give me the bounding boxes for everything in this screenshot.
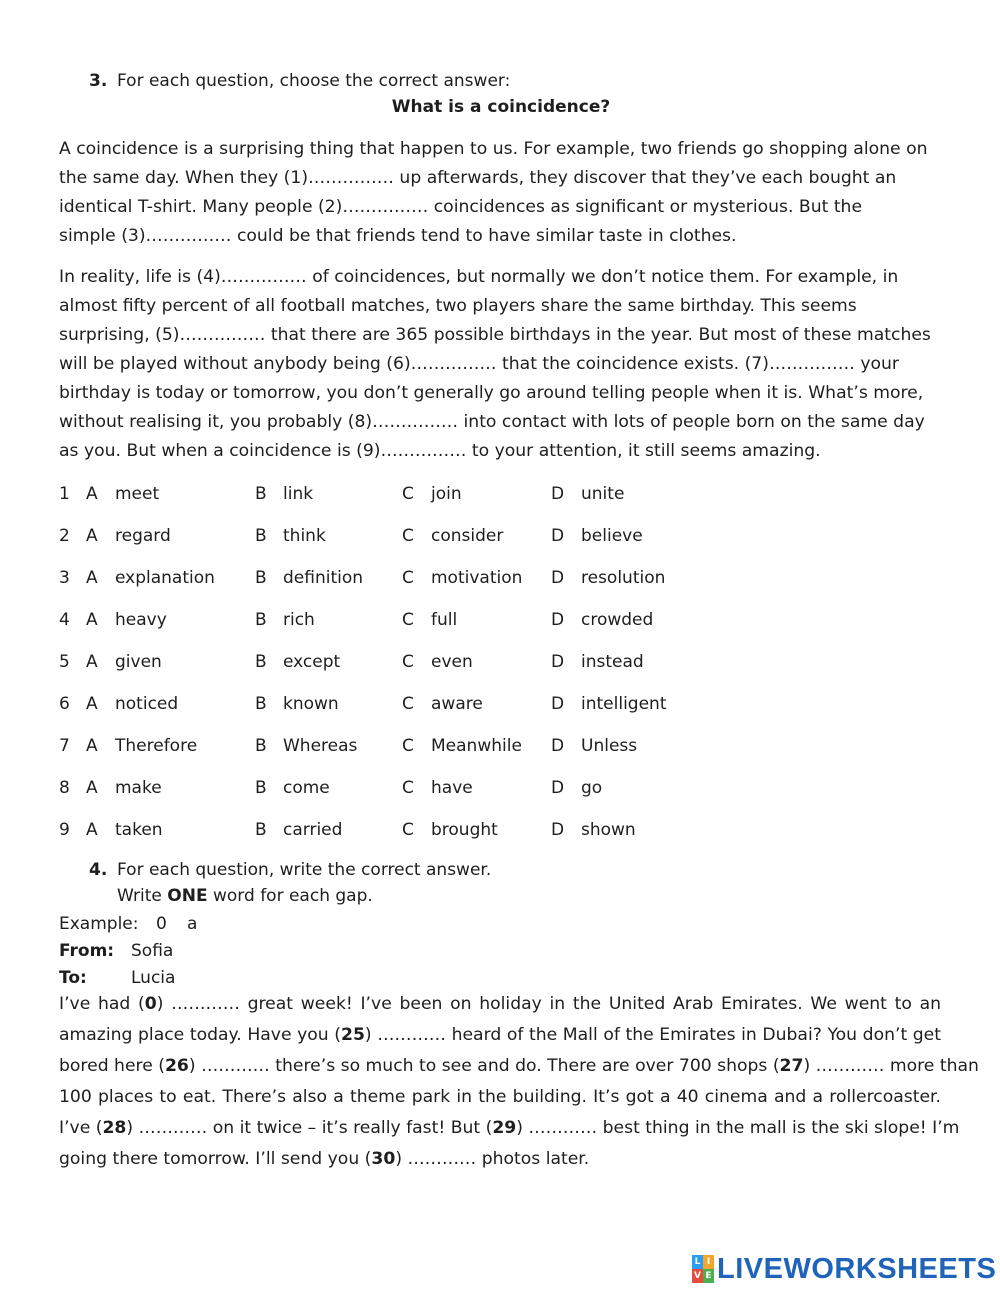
option-c[interactable]: Meanwhile	[431, 736, 522, 756]
gap-blank[interactable]: …………	[528, 1118, 598, 1138]
to-line	[59, 967, 176, 989]
option-c[interactable]: have	[431, 778, 473, 798]
option-letter-d: D	[551, 526, 565, 546]
instruction-emphasis: ONE	[167, 886, 208, 906]
option-letter-b: B	[255, 610, 267, 630]
option-letter-c: C	[402, 652, 414, 672]
question-4-instruction: For each question, write the correct answer.	[117, 860, 492, 880]
option-number: 1	[59, 484, 70, 504]
paragraph-2-line: In reality, life is (4)…………… of coincidences, but normally we don’t notice them. For example, in	[59, 267, 899, 287]
option-letter-b: B	[255, 484, 267, 504]
logo-tile: V	[692, 1269, 703, 1283]
option-number: 5	[59, 652, 70, 672]
question-3-instruction: For each question, choose the correct answer:	[117, 71, 511, 91]
option-b[interactable]: link	[283, 484, 314, 504]
option-letter-b: B	[255, 568, 267, 588]
gap-blank[interactable]: …………	[407, 1149, 477, 1169]
email-line: bored here (26) ………… there’s so much to see and do. There are over 700 shops (27) ………… more than	[59, 1056, 979, 1076]
option-letter-d: D	[551, 568, 565, 588]
question-3-heading	[89, 70, 510, 92]
option-letter-c: C	[402, 736, 414, 756]
gap-blank[interactable]: …………	[138, 1118, 208, 1138]
question-3-number: 3.	[89, 71, 108, 91]
email-line: I’ve (28) ………… on it twice – it’s really fast! But (29) ………… best thing in the mall is the ski slope! I’m	[59, 1118, 960, 1138]
option-letter-a: A	[86, 526, 98, 546]
option-letter-a: A	[86, 568, 98, 588]
option-d[interactable]: Unless	[581, 736, 638, 756]
option-number: 7	[59, 736, 70, 756]
option-c[interactable]: brought	[431, 820, 498, 840]
option-d[interactable]: unite	[581, 484, 625, 504]
paragraph-2-line: surprising, (5)…………… that there are 365 possible birthdays in the year. But most of these matches	[59, 325, 931, 345]
question-4-number: 4.	[89, 860, 108, 880]
option-number: 2	[59, 526, 70, 546]
logo-tile: L	[692, 1255, 703, 1269]
from-label: From:	[59, 941, 115, 961]
option-number: 3	[59, 568, 70, 588]
option-d[interactable]: instead	[581, 652, 644, 672]
option-b[interactable]: carried	[283, 820, 343, 840]
option-letter-a: A	[86, 610, 98, 630]
email-line: amazing place today. Have you (25) ………… heard of the Mall of the Emirates in Dubai? You don’t get	[59, 1025, 941, 1045]
example-answer: a	[187, 914, 198, 934]
option-d[interactable]: intelligent	[581, 694, 667, 714]
example-line	[59, 913, 198, 935]
option-d[interactable]: resolution	[581, 568, 666, 588]
option-a[interactable]: meet	[115, 484, 160, 504]
option-letter-b: B	[255, 820, 267, 840]
option-b[interactable]: think	[283, 526, 326, 546]
to-label: To:	[59, 968, 87, 988]
option-letter-c: C	[402, 694, 414, 714]
option-a[interactable]: regard	[115, 526, 171, 546]
paragraph-2-line: as you. But when a coincidence is (9)…………… to your attention, it still seems amazing.	[59, 441, 821, 461]
option-a[interactable]: explanation	[115, 568, 215, 588]
option-letter-b: B	[255, 526, 267, 546]
paragraph-1-line: the same day. When they (1)…………… up afterwards, they discover that they’ve each bought an	[59, 168, 897, 188]
option-b[interactable]: come	[283, 778, 330, 798]
instruction-text: Write	[117, 886, 168, 906]
passage-title: What is a coincidence?	[391, 97, 611, 117]
option-a[interactable]: heavy	[115, 610, 167, 630]
option-a[interactable]: given	[115, 652, 162, 672]
option-a[interactable]: taken	[115, 820, 163, 840]
option-letter-d: D	[551, 694, 565, 714]
option-c[interactable]: aware	[431, 694, 483, 714]
logo-text: LIVEWORKSHEETS	[717, 1252, 997, 1285]
logo-tile: I	[703, 1255, 714, 1269]
paragraph-1-line: identical T-shirt. Many people (2)…………… coincidences as significant or mysterious. But the	[59, 197, 863, 217]
option-letter-c: C	[402, 778, 414, 798]
gap-number: 27	[779, 1056, 804, 1076]
paragraph-2-line: almost fifty percent of all football matches, two players share the same birthday. This seems	[59, 296, 857, 316]
question-4-heading	[89, 859, 491, 881]
gap-number: 30	[371, 1149, 396, 1169]
paragraph-2-line: without realising it, you probably (8)…………… into contact with lots of people born on the same day	[59, 412, 925, 432]
option-letter-c: C	[402, 820, 414, 840]
gap-blank[interactable]: …………	[171, 994, 240, 1014]
option-letter-b: B	[255, 694, 267, 714]
liveworksheets-logo[interactable]	[692, 1253, 996, 1285]
option-b[interactable]: known	[283, 694, 339, 714]
question-4-instruction-2	[117, 884, 373, 909]
gap-number: 26	[164, 1056, 189, 1076]
paragraph-2-line: birthday is today or tomorrow, you don’t generally go around telling people when it is. What’s more,	[59, 383, 924, 403]
option-a[interactable]: make	[115, 778, 162, 798]
gap-blank[interactable]: …………	[201, 1056, 270, 1076]
from-value: Sofia	[131, 941, 174, 961]
paragraph-1-line: A coincidence is a surprising thing that happen to us. For example, two friends go shopping alone on	[59, 139, 928, 159]
example-label: Example:	[59, 914, 139, 934]
passage-paragraph-1	[59, 135, 943, 251]
gap-number: 28	[102, 1118, 127, 1138]
option-number: 8	[59, 778, 70, 798]
option-d[interactable]: go	[581, 778, 603, 798]
option-letter-c: C	[402, 568, 414, 588]
email-text	[59, 989, 979, 1175]
option-letter-a: A	[86, 820, 98, 840]
option-b[interactable]: definition	[283, 568, 364, 588]
option-c[interactable]: consider	[431, 526, 504, 546]
option-letter-a: A	[86, 736, 98, 756]
email-line: I’ve had (0) ………… great week! I’ve been on holiday in the United Arab Emirates. We went to an	[59, 994, 942, 1014]
option-a[interactable]: Therefore	[115, 736, 198, 756]
option-letter-b: B	[255, 778, 267, 798]
passage-paragraph-2	[59, 263, 943, 466]
option-number: 6	[59, 694, 70, 714]
option-c[interactable]: motivation	[431, 568, 523, 588]
instruction-text: word for each gap.	[207, 886, 373, 906]
option-b[interactable]: except	[283, 652, 341, 672]
option-c[interactable]: even	[431, 652, 473, 672]
from-line	[59, 940, 174, 962]
option-letter-b: B	[255, 736, 267, 756]
to-value: Lucia	[131, 968, 176, 988]
option-letter-a: A	[86, 484, 98, 504]
gap-blank[interactable]: …………	[377, 1025, 446, 1045]
option-c[interactable]: full	[431, 610, 458, 630]
option-letter-b: B	[255, 652, 267, 672]
gap-number: 0	[144, 994, 157, 1014]
option-letter-a: A	[86, 652, 98, 672]
gap-number: 25	[341, 1025, 365, 1045]
logo-tile: E	[703, 1269, 714, 1283]
option-b[interactable]: rich	[283, 610, 315, 630]
option-letter-d: D	[551, 778, 565, 798]
option-b[interactable]: Whereas	[283, 736, 358, 756]
option-letter-c: C	[402, 526, 414, 546]
option-d[interactable]: believe	[581, 526, 643, 546]
option-c[interactable]: join	[431, 484, 462, 504]
option-letter-c: C	[402, 610, 414, 630]
email-line: 100 places to eat. There’s also a theme park in the building. It’s got a 40 cinema and a rollercoaster.	[59, 1087, 941, 1107]
option-number: 9	[59, 820, 70, 840]
option-letter-a: A	[86, 694, 98, 714]
paragraph-1-line: simple (3)…………… could be that friends tend to have similar taste in clothes.	[59, 226, 737, 246]
option-letter-d: D	[551, 820, 565, 840]
email-line: going there tomorrow. I’ll send you (30) ………… photos later.	[59, 1149, 590, 1169]
option-letter-d: D	[551, 736, 565, 756]
option-d[interactable]: shown	[581, 820, 636, 840]
option-letter-a: A	[86, 778, 98, 798]
option-letter-c: C	[402, 484, 414, 504]
option-letter-d: D	[551, 652, 565, 672]
option-letter-d: D	[551, 610, 565, 630]
option-d[interactable]: crowded	[581, 610, 654, 630]
paragraph-2-line: will be played without anybody being (6)…………… that the coincidence exists. (7)…………… your	[59, 354, 899, 374]
option-number: 4	[59, 610, 70, 630]
option-a[interactable]: noticed	[115, 694, 179, 714]
gap-blank[interactable]: …………	[815, 1056, 885, 1076]
gap-number: 29	[492, 1118, 517, 1138]
option-letter-d: D	[551, 484, 565, 504]
example-number: 0	[156, 914, 167, 934]
liveworksheets-logo-icon	[692, 1255, 714, 1283]
